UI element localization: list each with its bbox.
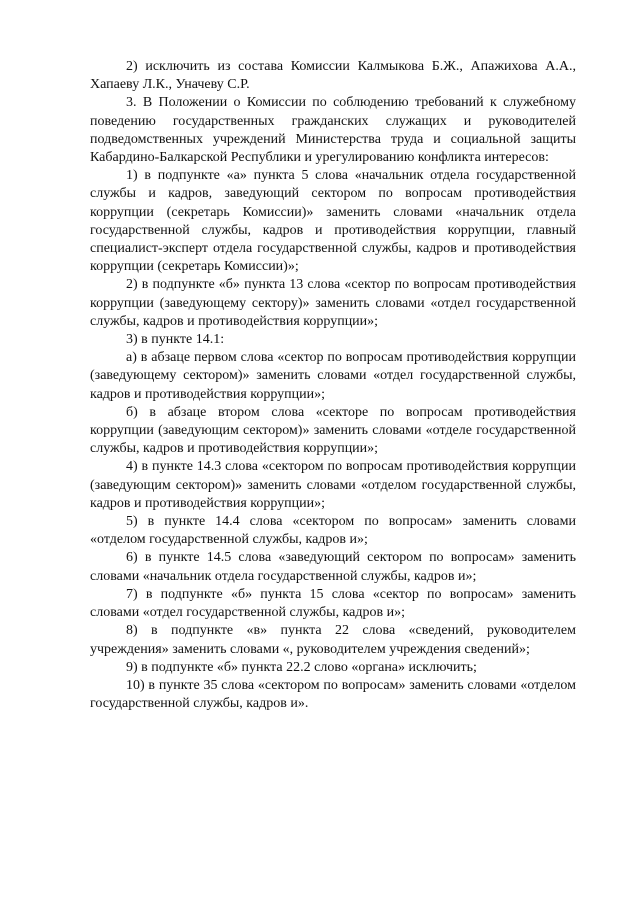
paragraph-item-7: 7) в подпункте «б» пункта 15 слова «сектор по вопросам» заменить словами «отдел государственной службы, кадров и»; xyxy=(90,586,576,621)
paragraph-item-6: 6) в пункте 14.5 слова «заведующий сектором по вопросам» заменить словами «начальник отдела государственной службы, кадров и»; xyxy=(90,550,576,584)
paragraph-item-4: 4) в пункте 14.3 слова «сектором по вопросам противодействия коррупции (заведующим сектором)» заменить словами «отделом государственной службы, кадров и противодействия коррупции»; xyxy=(90,459,576,511)
paragraph-item-9: 9) в подпункте «б» пункта 22.2 слово «органа» исключить; xyxy=(126,659,477,675)
paragraph-item-2: 2) в подпункте «б» пункта 13 слова «сектор по вопросам противодействия коррупции (заведующему сектору)» заменить словами «отдел государственной службы, кадров и противодействия коррупции»; xyxy=(90,277,576,329)
paragraph-item-1: 1) в подпункте «а» пункта 5 слова «начальник отдела государственной службы и кадров, заведующий сектором по вопросам противодействия коррупции (секретарь Комиссии)» заменить словами «начальник отдела государственной службы, кадров и противодействия коррупции, главный специалист-эксперт отдела государственной службы, кадров и противодействия коррупции (секретарь Комиссии)»; xyxy=(90,168,576,275)
paragraph-item-5: 5) в пункте 14.4 слова «сектором по вопросам» заменить словами «отделом государственной службы, кадров и»; xyxy=(90,514,576,548)
paragraph-exclusion: 2) исключить из состава Комиссии Калмыкова Б.Ж., Апажихова А.А., Хапаеву Л.К., Уначеву С.Р. xyxy=(90,59,576,93)
paragraph-item-8: 8) в подпункте «в» пункта 22 слова «сведений, руководителем учреждения» заменить словами «, руководителем учреждения сведений»; xyxy=(90,623,576,657)
paragraph-item-3a: а) в абзаце первом слова «сектор по вопросам противодействия коррупции (заведующему сектором)» заменить словами «отдел государственной службы, кадров и противодействия коррупции»; xyxy=(90,350,576,402)
paragraph-item-10: 10) в пункте 35 слова «сектором по вопросам» заменить словами «отделом государственной службы, кадров и». xyxy=(90,677,576,712)
paragraph-regulation-intro: 3. В Положении о Комиссии по соблюдению требований к служебному поведению государственных гражданских служащих и руководителей подведомственных учреждений Министерства труда и социальной защиты Кабардино-Балкарской Республики и урегулированию конфликта интересов: xyxy=(90,95,576,166)
paragraph-item-3: 3) в пункте 14.1: xyxy=(126,332,225,348)
document-body xyxy=(90,58,576,713)
paragraph-item-3b: б) в абзаце втором слова «секторе по вопросам противодействия коррупции (заведующим сектором)» заменить словами «отделе государственной службы, кадров и противодействия коррупции»; xyxy=(90,404,576,457)
